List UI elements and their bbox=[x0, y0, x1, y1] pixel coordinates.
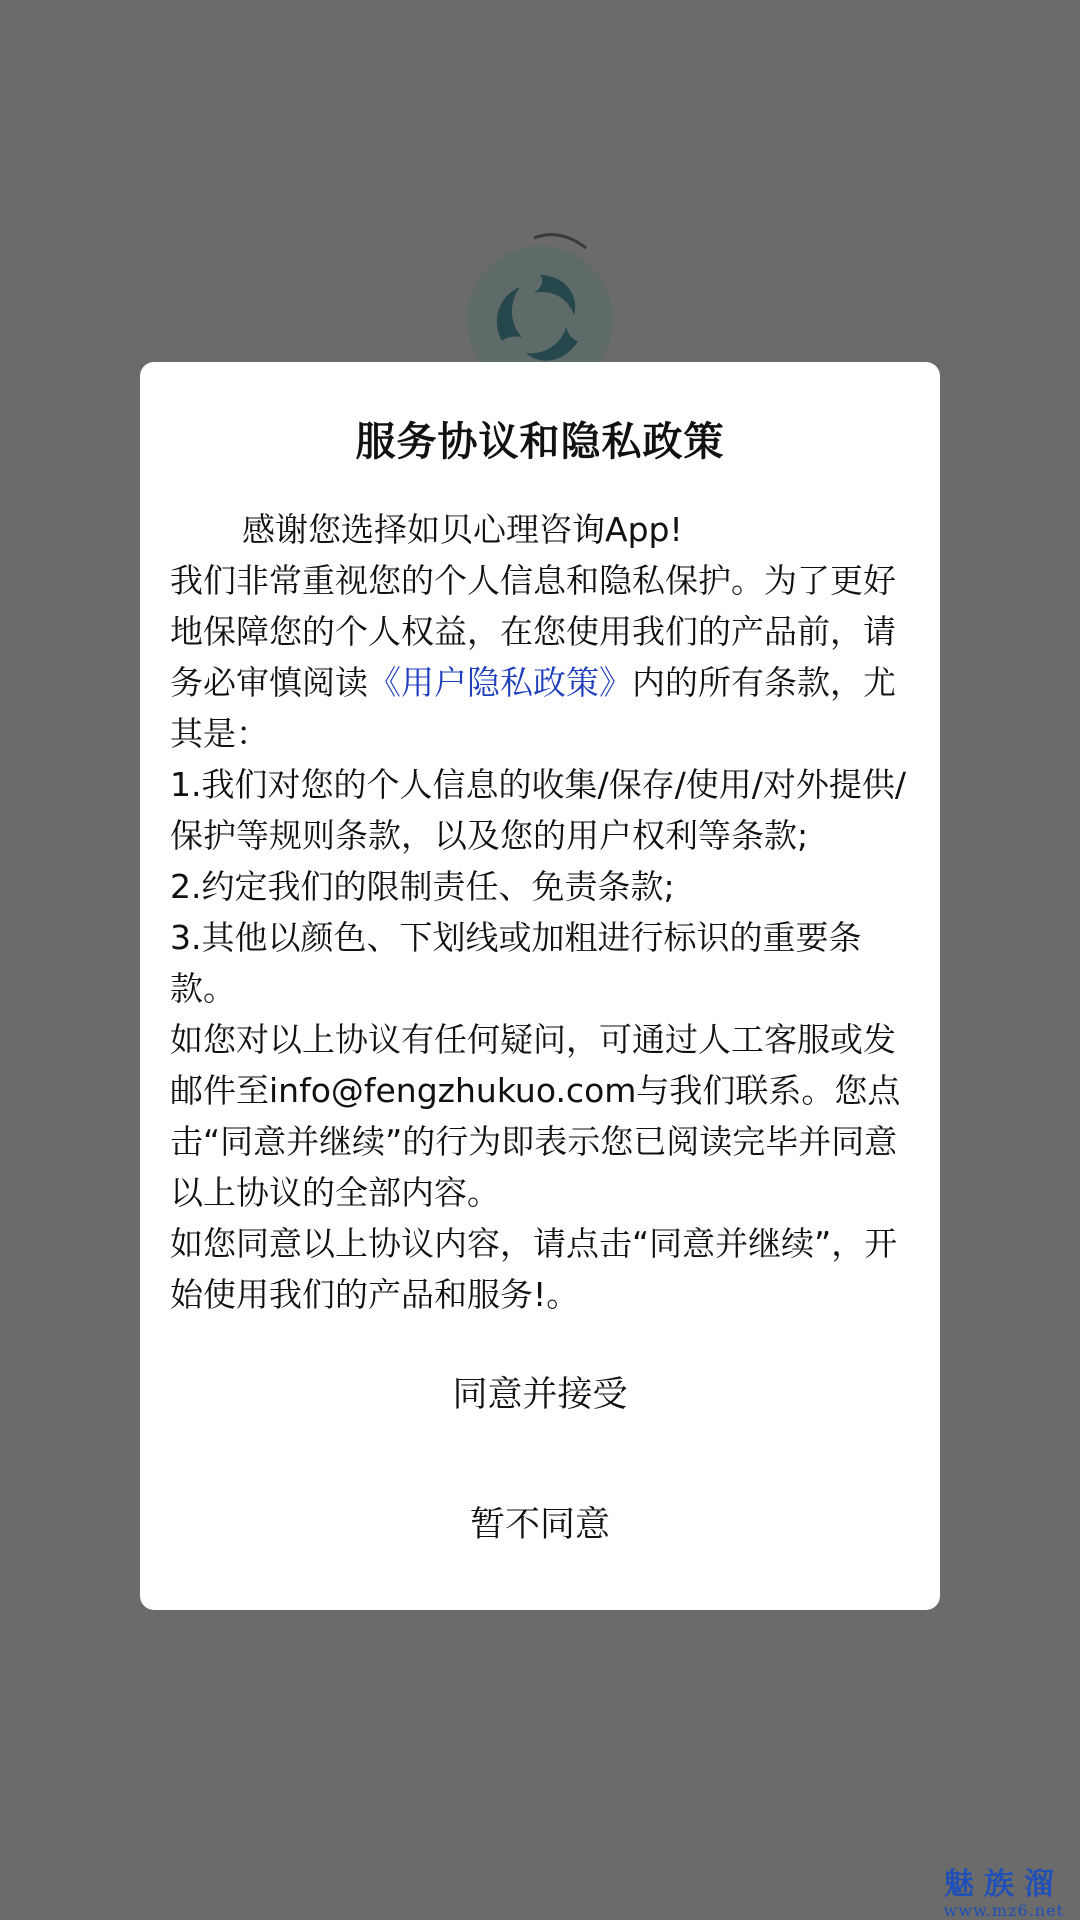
intro-text: 我们非常重视您的个人信息和隐私保护。为了更好地保障您的个人权益，在您使用我们的产品前，请务必审慎阅读 bbox=[170, 561, 896, 702]
dialog-body bbox=[170, 504, 910, 1320]
dialog-title: 服务协议和隐私政策 bbox=[355, 419, 725, 465]
agree-button[interactable]: 同意并接受 bbox=[452, 1375, 628, 1415]
watermark bbox=[944, 1868, 1064, 1920]
contact-paragraph: 如您对以上协议有任何疑问，可通过人工客服或发邮件至info@fengzhukuo.com与我们联系。您点击“同意并继续”的行为即表示您已阅读完毕并同意以上协议的全部内容。 bbox=[170, 1020, 901, 1212]
clause-item-2: 2.约定我们的限制责任、免责条款; bbox=[170, 867, 675, 906]
clause-item-3: 3.其他以颜色、下划线或加粗进行标识的重要条款。 bbox=[170, 918, 862, 1008]
disagree-button[interactable]: 暂不同意 bbox=[469, 1505, 610, 1545]
consent-paragraph: 如您同意以上协议内容，请点击“同意并继续”，开始使用我们的产品和服务!。 bbox=[170, 1224, 898, 1314]
greeting-text: 感谢您选择如贝心理咨询App! bbox=[242, 510, 683, 549]
clause-item-1: 1.我们对您的个人信息的收集/保存/使用/对外提供/保护等规则条款，以及您的用户权利等条款; bbox=[170, 765, 906, 855]
privacy-agreement-dialog bbox=[140, 362, 940, 1610]
watermark-url: www.mz6.net bbox=[943, 1901, 1064, 1920]
loading-spinner-icon bbox=[530, 230, 590, 260]
watermark-logo-text: 魅族溜 bbox=[943, 1867, 1064, 1902]
privacy-policy-link[interactable]: 《用户隐私政策》 bbox=[368, 663, 632, 702]
intro-paragraph bbox=[170, 555, 910, 759]
intro-suffix-text: 内的所有条款，尤其是： bbox=[170, 663, 896, 753]
